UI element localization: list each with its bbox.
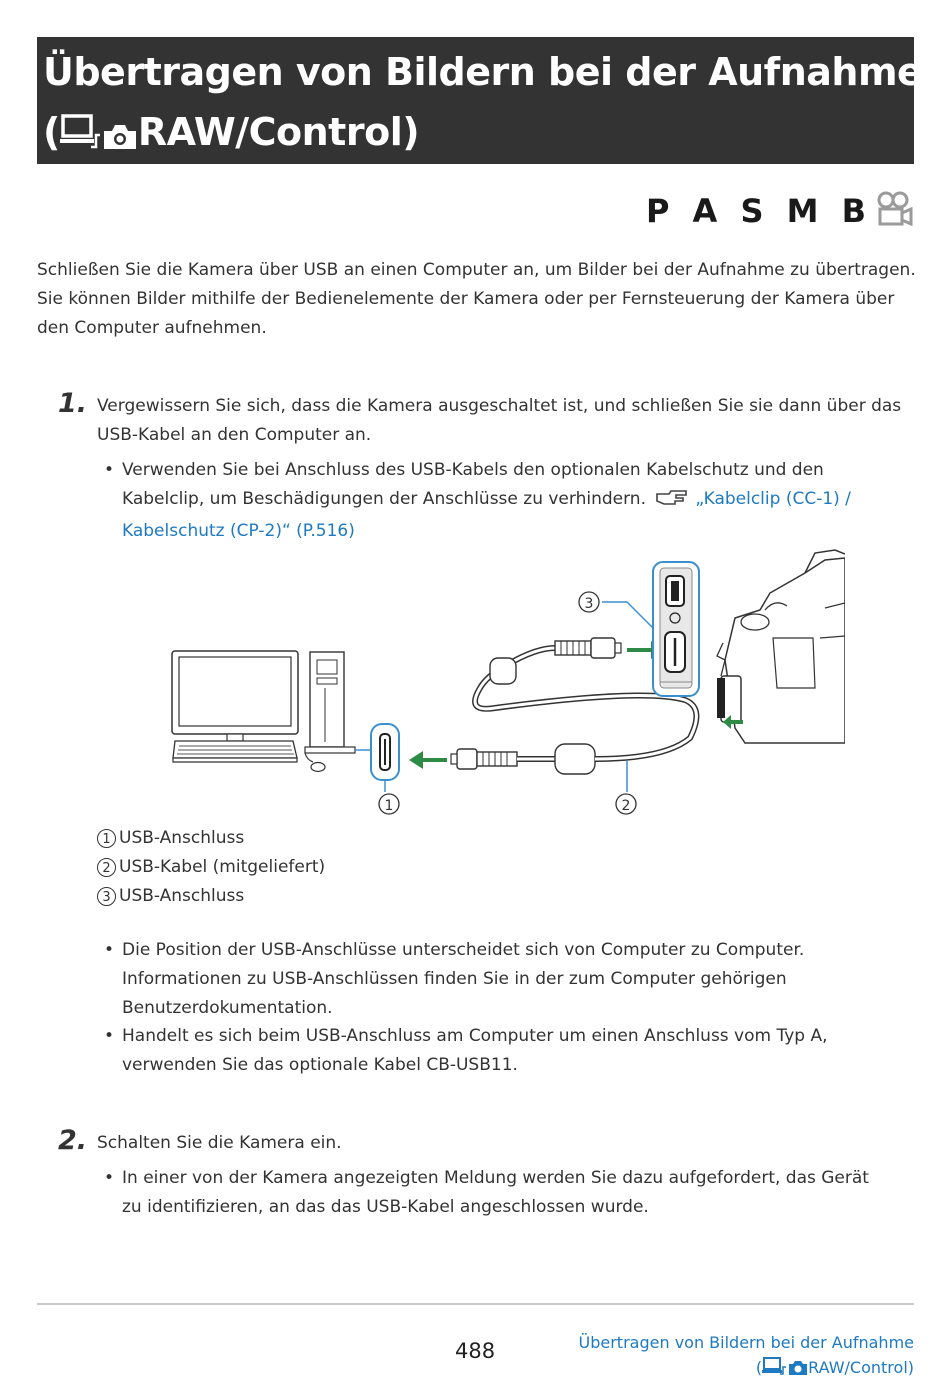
footer-divider xyxy=(37,1303,914,1305)
footer-link-line-1[interactable]: Übertragen von Bildern bei der Aufnahme xyxy=(578,1333,914,1352)
legend-number: 3 xyxy=(97,887,116,906)
step-1-number: 1. xyxy=(58,388,88,419)
footer-paren-open: ( xyxy=(755,1358,763,1377)
page-title-line-2 xyxy=(43,102,914,168)
callout-1 xyxy=(379,794,399,814)
legend-item-1 xyxy=(97,826,244,850)
callout-3 xyxy=(579,592,599,612)
computer-usb-port xyxy=(355,724,399,792)
insert-arrow-computer xyxy=(409,751,447,769)
legend-number: 1 xyxy=(97,829,116,848)
page-number: 488 xyxy=(455,1339,496,1363)
bullet-dot: • xyxy=(104,460,115,480)
keyboard-illustration xyxy=(173,741,297,762)
footer-link-suffix: RAW/Control) xyxy=(808,1358,914,1377)
step-1-bullet-text: Verwenden Sie bei Anschluss des USB-Kabels den optionalen Kabelschutz und den Kabelclip, um Beschädigungen der Anschlüsse zu verhindern. xyxy=(122,460,824,509)
camera-icon xyxy=(102,108,138,168)
title-suffix: RAW/Control) xyxy=(137,110,420,154)
intro-paragraph: Schließen Sie die Kamera über USB an einen Computer an, um Bilder bei der Aufnahme zu übertragen. Sie können Bilder mithilfe der Bedienelemente der Kamera oder per Fernsteuerung der Kamera über den Computer aufnehmen. xyxy=(37,260,916,338)
mouse-illustration xyxy=(311,763,325,772)
step-2-text: Schalten Sie die Kamera ein. xyxy=(97,1133,342,1153)
kabelclip-link[interactable]: „Kabelclip (CC-1) / Kabelschutz (CP-2)“ (P.516) xyxy=(122,489,851,541)
movie-camera-icon xyxy=(876,190,914,232)
title-paren-open: ( xyxy=(43,110,60,154)
tower-illustration xyxy=(305,652,355,753)
mode-letters: P A S M B xyxy=(645,192,872,230)
legend-label: USB-Kabel (mitgeliefert) xyxy=(119,857,326,877)
camera-illustration xyxy=(717,550,845,743)
page-title-band xyxy=(37,37,923,164)
legend-item-3 xyxy=(97,884,244,908)
camera-icon xyxy=(788,1358,808,1383)
camera-usb-port-panel xyxy=(602,562,699,696)
note-2 xyxy=(104,1022,894,1080)
bullet-dot: • xyxy=(104,940,115,960)
bullet-dot: • xyxy=(104,1168,115,1188)
legend-label: USB-Anschluss xyxy=(119,886,245,906)
computer-icon xyxy=(60,108,102,168)
usb-connection-figure xyxy=(165,548,845,827)
footer-section-link[interactable] xyxy=(579,1330,914,1383)
callout-2 xyxy=(616,794,636,814)
note-1 xyxy=(104,936,894,1023)
bullet-dot: • xyxy=(104,1026,115,1046)
note-1-text: Die Position der USB-Anschlüsse unterscheidet sich von Computer zu Computer. Informationen zu USB-Anschlüssen finden Sie in der zum Computer gehörigen Benutzerdokumentation. xyxy=(122,940,805,1018)
callout-1-label: 1 xyxy=(384,798,394,814)
monitor-illustration xyxy=(172,651,298,741)
step-1-bullet xyxy=(104,456,894,546)
reference-hand-icon xyxy=(655,488,689,517)
step-2-bullet-text: In einer von der Kamera angezeigten Meldung werden Sie dazu aufgefordert, das Gerät zu identifizieren, an das das USB-Kabel angeschlossen wurde. xyxy=(122,1168,869,1217)
step-2-bullet xyxy=(104,1164,894,1222)
callout-3-label: 3 xyxy=(584,596,594,612)
step-1-text: Vergewissern Sie sich, dass die Kamera ausgeschaltet ist, und schließen Sie sie dann über das USB-Kabel an den Computer an. xyxy=(97,396,902,445)
note-2-text: Handelt es sich beim USB-Anschluss am Computer um einen Anschluss vom Typ A, verwenden Sie das optionale Kabel CB-USB11. xyxy=(122,1026,828,1075)
legend-number: 2 xyxy=(97,858,116,877)
legend-label: USB-Anschluss xyxy=(119,828,245,848)
page-title-line-1: Übertragen von Bildern bei der Aufnahme xyxy=(43,50,923,94)
connection-diagram xyxy=(165,548,845,823)
shooting-modes xyxy=(646,190,914,232)
callout-2-label: 2 xyxy=(621,798,631,814)
step-2-number: 2. xyxy=(58,1125,88,1156)
legend-item-2 xyxy=(97,855,325,879)
